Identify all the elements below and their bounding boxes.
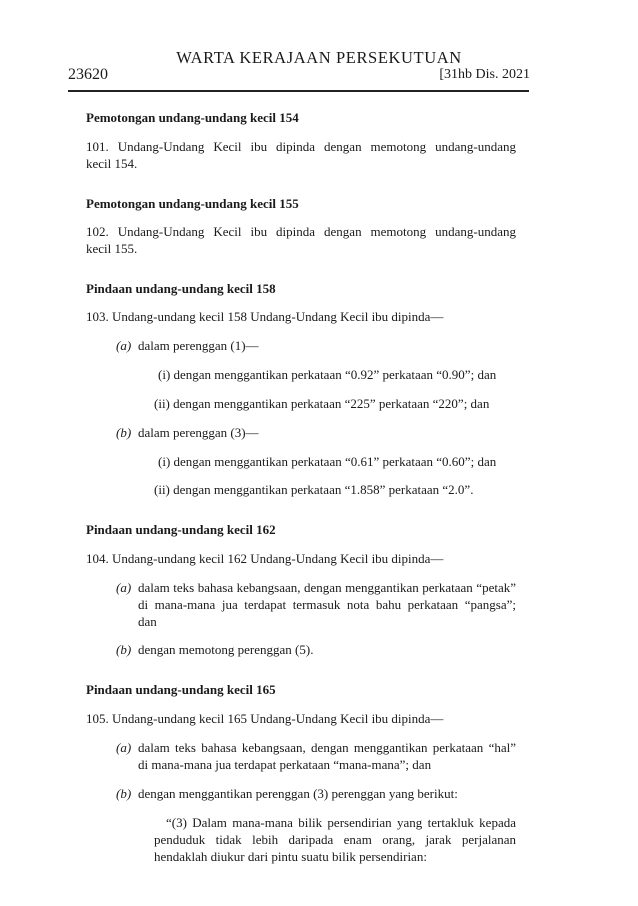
- para-104-b-text: dengan memotong perenggan (5).: [138, 642, 314, 657]
- para-105-a-label: (a): [116, 740, 132, 755]
- gazette-title: WARTA KERAJAAN PERSEKUTUAN: [176, 48, 462, 67]
- header-rule: [68, 90, 529, 92]
- para-104-a-2: [138, 597, 516, 613]
- para-103-a-ii: (ii) dengan menggantikan perkataan “225” perkataan “220”; dan: [154, 396, 490, 411]
- para-104-b-label: (b): [116, 642, 132, 657]
- para-103-b-i: (i) dengan menggantikan perkataan “0.61” perkataan “0.60”; dan: [158, 454, 497, 469]
- para-103-intro: 103. Undang-undang kecil 158 Undang-Undang Kecil ibu dipinda—: [86, 309, 444, 324]
- para-103-a-text: dalam perenggan (1)—: [138, 338, 259, 353]
- para-104-a-line1: dalam teks bahasa kebangsaan, dengan menggantikan perkataan “petak”: [138, 580, 516, 595]
- para-103-a-i: (i) dengan menggantikan perkataan “0.92” perkataan “0.90”; dan: [158, 367, 497, 382]
- para-103-a-label: (a): [116, 338, 132, 353]
- para-101-line1: 101. Undang-Undang Kecil ibu dipinda dengan memotong undang-undang: [86, 139, 516, 154]
- para-101: [86, 139, 516, 155]
- section-heading-155: Pemotongan undang-undang kecil 155: [86, 196, 299, 211]
- para-103-b-text: dalam perenggan (3)—: [138, 425, 259, 440]
- section-heading-162: Pindaan undang-undang kecil 162: [86, 522, 276, 537]
- para-105-intro: 105. Undang-undang kecil 165 Undang-Undang Kecil ibu dipinda—: [86, 711, 444, 726]
- section-heading-165: Pindaan undang-undang kecil 165: [86, 682, 276, 697]
- para-103-b-ii: (ii) dengan menggantikan perkataan “1.858” perkataan “2.0”.: [154, 482, 474, 497]
- para-104-a-label: (a): [116, 580, 132, 595]
- section-heading-154: Pemotongan undang-undang kecil 154: [86, 110, 299, 125]
- quote-line2: penduduk tidak lebih daripada enam orang, jarak perjalanan: [154, 832, 516, 847]
- para-104-a-line3: dan: [138, 614, 157, 629]
- para-105-a: [138, 740, 516, 756]
- section-heading-158: Pindaan undang-undang kecil 158: [86, 281, 276, 296]
- para-104-a-line2: di mana-mana jua terdapat termasuk nota bahu perkataan “pangsa”;: [138, 597, 516, 612]
- page-number: 23620: [68, 66, 108, 83]
- para-102: [86, 224, 516, 240]
- quote-line3: hendaklah diukur dari pintu suatu bilik persendirian:: [154, 849, 427, 864]
- para-105-b-text: dengan menggantikan perenggan (3) perenggan yang berikut:: [138, 786, 458, 801]
- para-104-a: [138, 580, 516, 596]
- para-102-line1: 102. Undang-Undang Kecil ibu dipinda dengan memotong undang-undang: [86, 224, 516, 239]
- para-105-b-label: (b): [116, 786, 132, 801]
- quote-line1: “(3) Dalam mana-mana bilik persendirian yang tertakluk kepada: [166, 815, 516, 830]
- para-102-line2: kecil 155.: [86, 241, 138, 256]
- para-104-intro: 104. Undang-undang kecil 162 Undang-Undang Kecil ibu dipinda—: [86, 551, 444, 566]
- para-103-b-label: (b): [116, 425, 132, 440]
- para-101-line2: kecil 154.: [86, 156, 138, 171]
- para-105-a-line1: dalam teks bahasa kebangsaan, dengan menggantikan perkataan “hal”: [138, 740, 516, 755]
- quote-block-1: [166, 815, 516, 831]
- issue-date: [31hb Dis. 2021: [439, 67, 530, 82]
- para-105-a-line2: di mana-mana jua terdapat perkataan “mana-mana”; dan: [138, 757, 432, 772]
- quote-block-2: [154, 832, 516, 848]
